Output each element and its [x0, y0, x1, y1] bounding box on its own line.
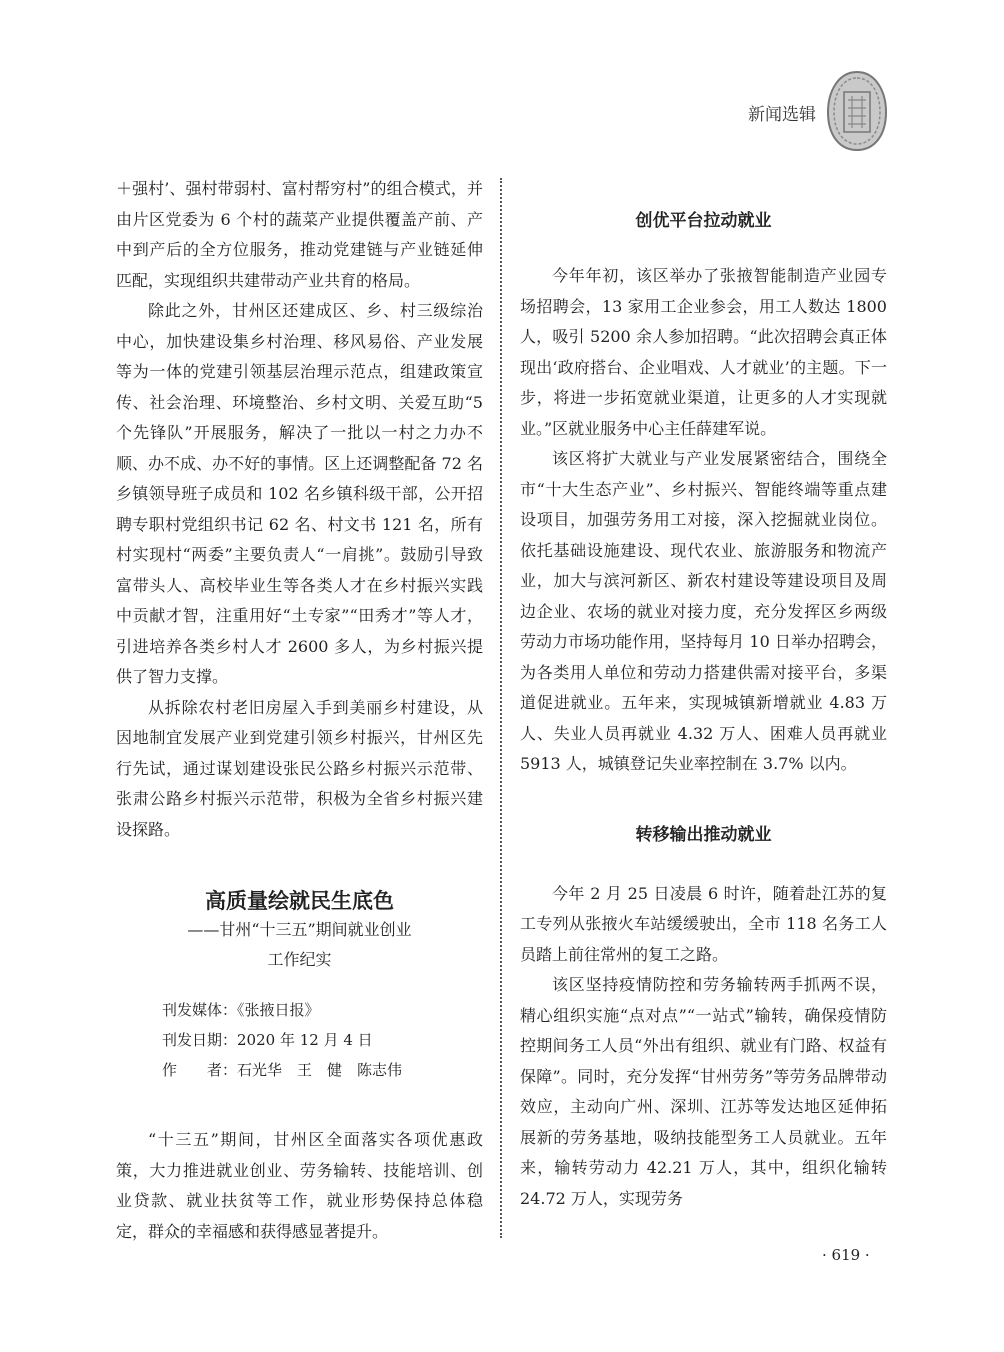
paragraph: “十三五”期间，甘州区全面落实各项优惠政策，大力推进就业创业、劳务输转、技能培训、创业贷款、就业扶贫等工作，就业形势保持总体稳定，群众的幸福感和获得感显著提升。	[116, 1130, 483, 1241]
article-title: 高质量绘就民生底色	[205, 889, 394, 913]
left-column	[116, 174, 483, 1247]
section-label: 新闻选辑	[748, 105, 816, 125]
section-heading: 转移输出推动就业	[635, 824, 772, 845]
article-meta	[162, 995, 483, 1085]
seal-emblem-icon	[826, 70, 888, 152]
publication-media: 刊发媒体：《张掖日报》	[162, 1001, 320, 1019]
column-divider	[500, 178, 502, 1238]
right-column	[520, 174, 887, 1214]
section-heading: 创优平台拉动就业	[635, 211, 772, 231]
publication-date: 刊发日期：2020 年 12 月 4 日	[162, 1031, 373, 1049]
paragraph: ＋强村’、强村带弱村、富村帮穷村”的组合模式，并由片区党委为 6 个村的蔬菜产业提供覆盖产前、产中到产后的全方位服务，推动党建链与产业链延伸匹配，实现组织共建带动产业共育的格局。	[116, 179, 483, 290]
paragraph: 该区坚持疫情防控和劳务输转两手抓两不误，精心组织实施“点对点”“一站式”输转，确保疫情防控期间务工人员“外出有组织、就业有门路、权益有保障”。同时，充分发挥“甘州劳务”等劳务品牌带动效应，主动向广州、深圳、江苏等发达地区延伸拓展新的劳务基地，吸纳技能型务工人员就业。五年来，输转劳动力 42.21 万人，其中，组织化输转 24.72 万人，实现劳务	[520, 975, 887, 1208]
page-number: · 619 ·	[822, 1246, 870, 1264]
paragraph: 该区将扩大就业与产业发展紧密结合，围绕全市“十大生态产业”、乡村振兴、智能终端等重点建设项目，加强劳务用工对接，深入挖掘就业岗位。依托基础设施建设、现代农业、旅游服务和物流产业，加大与滨河新区、新农村建设等建设项目及周边企业、农场的就业对接力度，充分发挥区乡两级劳动力市场功能作用，坚持每月 10 日举办招聘会，为各类用人单位和劳动力搭建供需对接平台，多渠道促进就业。五年来，实现城镇新增就业 4.83 万人、失业人员再就业 4.32 万人、困难人员再就业 5913 人，城镇登记失业率控制在 3.7% 以内。	[520, 449, 887, 773]
article-subtitle-continued: 工作纪实	[267, 950, 332, 969]
paragraph: 除此之外，甘州区还建成区、乡、村三级综治中心，加快建设集乡村治理、移风易俗、产业发展等为一体的党建引领基层治理示范点，组建政策宣传、社会治理、环境整治、乡村文明、关爱互助“5 个先锋队”开展服务，解决了一批以一村之力办不顺、办不成、办不好的事情。区上还调整配备 72 名乡镇领导班子成员和 102 名乡镇科级干部，公开招聘专职村党组织书记 62 名、村文书 121 名，所有村实现村“两委”主要负责人“一肩挑”。鼓励引导致富带头人、高校毕业生等各类人才在乡村振兴实践中贡献才智，注重用好“土专家”“田秀才”等人才，引进培养各类乡村人才 2600 多人，为乡村振兴提供了智力支撑。	[116, 301, 483, 686]
paragraph: 今年 2 月 25 日凌晨 6 时许，随着赴江苏的复工专列从张掖火车站缓缓驶出，全市 118 名务工人员踏上前往常州的复工之路。	[520, 883, 887, 964]
article-subtitle: ——甘州“十三五”期间就业创业	[187, 920, 412, 939]
paragraph: 从拆除农村老旧房屋入手到美丽乡村建设，从因地制宜发展产业到党建引领乡村振兴，甘州区先行先试，通过谋划建设张民公路乡村振兴示范带、张肃公路乡村振兴示范带，积极为全省乡村振兴建设探路。	[116, 697, 483, 839]
article-authors: 作 者：石光华 王 健 陈志伟	[162, 1061, 403, 1079]
paragraph: 今年年初，该区举办了张掖智能制造产业园专场招聘会，13 家用工企业参会，用工人数达 1800 人，吸引 5200 余人参加招聘。“此次招聘会真正体现出‘政府搭台、企业唱戏、人才就业’的主题。下一步，将进一步拓宽就业渠道，让更多的人才实现就业。”区就业服务中心主任薛建军说。	[520, 266, 887, 438]
